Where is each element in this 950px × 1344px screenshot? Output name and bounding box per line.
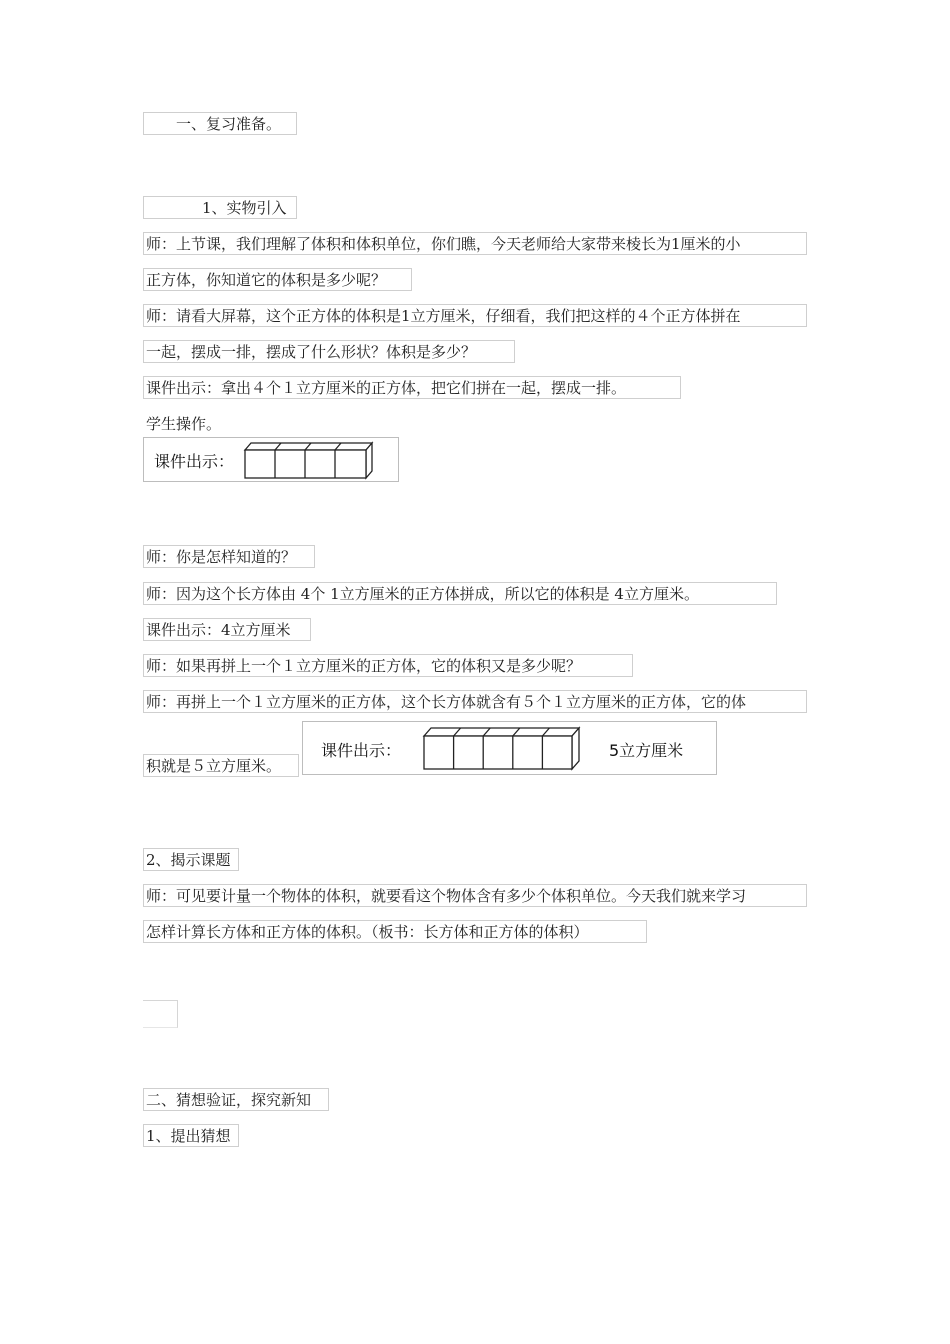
figure-four-cubes bbox=[143, 437, 399, 482]
subheading-reveal-topic: 2、揭示课题 bbox=[143, 848, 239, 871]
five-cube-row bbox=[421, 724, 586, 774]
heading-guess-verify: 二、猜想验证，探究新知 bbox=[143, 1088, 329, 1111]
question-5-line-1: 师：再拼上一个１立方厘米的正方体，这个长方体就含有５个１立方厘米的正方体，它的体 bbox=[143, 690, 807, 713]
paragraph-1-line-1: 师：上节课，我们理解了体积和体积单位，你们瞧，今天老师给大家带来棱长为1厘米的小 bbox=[143, 232, 807, 255]
figure-volume-value: 5立方厘米 bbox=[609, 741, 684, 760]
topic-paragraph-line-1: 师：可见要计量一个物体的体积，就要看这个物体含有多少个体积单位。今天我们就来学习 bbox=[143, 884, 807, 907]
figure-label: 课件出示： bbox=[321, 741, 402, 760]
topic-paragraph-line-2: 怎样计算长方体和正方体的体积。（板书：长方体和正方体的体积） bbox=[143, 920, 647, 943]
question-2: 师：因为这个长方体由 4个 1立方厘米的正方体拼成，所以它的体积是 4立方厘米。 bbox=[143, 582, 777, 605]
heading-review: 一、复习准备。 bbox=[143, 112, 297, 135]
subheading-make-guess: 1、提出猜想 bbox=[143, 1124, 239, 1147]
question-1: 师：你是怎样知道的？ bbox=[143, 545, 315, 568]
figure-label: 课件出示： bbox=[154, 452, 235, 471]
paragraph-2-line-2: 一起，摆成一排，摆成了什么形状？体积是多少？ bbox=[143, 340, 515, 363]
four-cube-row bbox=[243, 440, 383, 480]
paragraph-3: 课件出示：拿出４个１立方厘米的正方体，把它们拼在一起，摆成一排。 bbox=[143, 376, 681, 399]
paragraph-1-line-2: 正方体，你知道它的体积是多少呢？ bbox=[143, 268, 412, 291]
question-3: 课件出示：4立方厘米 bbox=[143, 618, 311, 641]
question-4: 师：如果再拼上一个１立方厘米的正方体，它的体积又是多少呢？ bbox=[143, 654, 633, 677]
empty-box bbox=[143, 1000, 178, 1028]
paragraph-4: 学生操作。 bbox=[143, 412, 239, 435]
paragraph-2-line-1: 师：请看大屏幕，这个正方体的体积是1立方厘米，仔细看，我们把这样的４个正方体拼在 bbox=[143, 304, 807, 327]
figure-five-cubes bbox=[302, 721, 717, 775]
question-5-line-2: 积就是５立方厘米。 bbox=[143, 754, 299, 777]
subheading-object-intro: 1、实物引入 bbox=[143, 196, 297, 219]
